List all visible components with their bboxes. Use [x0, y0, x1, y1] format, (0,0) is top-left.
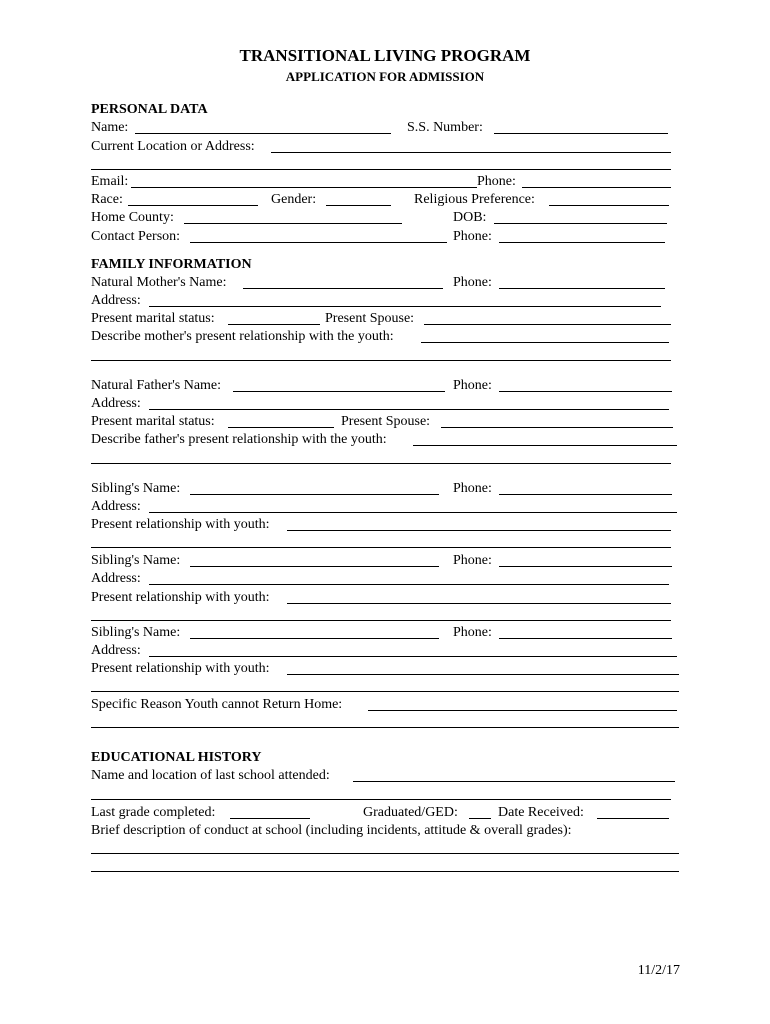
- mother-relationship-field-continued[interactable]: [91, 360, 671, 361]
- father-phone-label: Phone:: [453, 378, 492, 393]
- gender-field[interactable]: [326, 205, 391, 206]
- school-row: [91, 767, 681, 785]
- sibling-2-address-row: [91, 570, 681, 588]
- sibling-2-phone-field[interactable]: [499, 566, 672, 567]
- ss-number-label: S.S. Number:: [407, 120, 483, 135]
- gender-label: Gender:: [271, 192, 317, 207]
- sibling-1-address-field[interactable]: [149, 512, 677, 513]
- father-name-row: [91, 377, 681, 395]
- sibling-phone-label: Phone:: [453, 553, 492, 568]
- sibling-3-name-field[interactable]: [190, 638, 439, 639]
- father-address-field[interactable]: [149, 409, 669, 410]
- contact-phone-label: Phone:: [453, 229, 492, 244]
- race-row: [91, 191, 681, 209]
- sibling-address-label: Address:: [91, 643, 141, 658]
- mother-relationship-row: [91, 328, 681, 346]
- contact-person-label: Contact Person:: [91, 229, 181, 244]
- sibling-3-address-row: [91, 642, 681, 660]
- sibling-3-relationship-row: [91, 660, 681, 678]
- mother-phone-label: Phone:: [453, 275, 492, 290]
- contact-phone-field[interactable]: [499, 242, 665, 243]
- mother-marital-row: [91, 310, 681, 328]
- sibling-2-relationship-field[interactable]: [287, 603, 671, 604]
- father-relationship-field-continued[interactable]: [91, 463, 671, 464]
- mother-spouse-field[interactable]: [424, 324, 671, 325]
- mother-relationship-field[interactable]: [421, 342, 669, 343]
- father-relationship-label: Describe father's present relationship with the youth:: [91, 432, 387, 447]
- sibling-1-address-row: [91, 498, 681, 516]
- phone-label: Phone:: [477, 174, 516, 189]
- name-label: Name:: [91, 120, 129, 135]
- sibling-2-relationship-field-continued[interactable]: [91, 620, 671, 621]
- sibling-1-relationship-field[interactable]: [287, 530, 671, 531]
- last-school-field-continued[interactable]: [91, 799, 671, 800]
- father-relationship-row: [91, 431, 681, 449]
- form-subtitle: APPLICATION FOR ADMISSION: [285, 69, 485, 84]
- sibling-1-name-field[interactable]: [190, 494, 439, 495]
- name-row: [91, 119, 681, 137]
- father-spouse-label: Present Spouse:: [341, 414, 431, 429]
- email-label: Email:: [91, 174, 129, 189]
- sibling-3-phone-field[interactable]: [499, 638, 672, 639]
- current-address-field[interactable]: [271, 152, 671, 153]
- father-marital-row: [91, 413, 681, 431]
- date-received-label: Date Received:: [498, 805, 584, 820]
- home-county-field[interactable]: [184, 223, 402, 224]
- sibling-phone-label: Phone:: [453, 625, 492, 640]
- sibling-name-label: Sibling's Name:: [91, 553, 181, 568]
- last-school-label: Name and location of last school attended:: [91, 768, 330, 783]
- mother-address-field[interactable]: [149, 306, 661, 307]
- father-address-label: Address:: [91, 396, 141, 411]
- race-field[interactable]: [128, 205, 258, 206]
- revision-date: 11/2/17: [637, 963, 680, 978]
- mother-marital-status-label: Present marital status:: [91, 311, 215, 326]
- grade-row: [91, 804, 681, 822]
- father-marital-status-label: Present marital status:: [91, 414, 215, 429]
- conduct-row: [91, 822, 681, 840]
- father-phone-field[interactable]: [499, 391, 672, 392]
- sibling-3-name-row: [91, 624, 681, 642]
- race-label: Race:: [91, 192, 123, 207]
- sibling-phone-label: Phone:: [453, 481, 492, 496]
- sibling-3-relationship-field[interactable]: [287, 674, 679, 675]
- father-address-row: [91, 395, 681, 413]
- mother-name-field[interactable]: [243, 288, 443, 289]
- graduated-ged-label: Graduated/GED:: [363, 805, 458, 820]
- reason-row: [91, 696, 681, 714]
- sibling-2-name-row: [91, 552, 681, 570]
- mother-spouse-label: Present Spouse:: [325, 311, 415, 326]
- religious-preference-label: Religious Preference:: [414, 192, 535, 207]
- reason-field[interactable]: [368, 710, 677, 711]
- personal-data-heading: PERSONAL DATA: [91, 102, 208, 117]
- conduct-field-line-1[interactable]: [91, 853, 679, 854]
- mother-marital-status-field[interactable]: [228, 324, 320, 325]
- contact-person-field[interactable]: [190, 242, 447, 243]
- father-marital-status-field[interactable]: [228, 427, 334, 428]
- sibling-3-address-field[interactable]: [149, 656, 677, 657]
- reason-label: Specific Reason Youth cannot Return Home:: [91, 697, 343, 712]
- date-received-field[interactable]: [597, 818, 669, 819]
- conduct-label: Brief description of conduct at school (including incidents, attitude & overall grades):: [91, 823, 572, 838]
- conduct-field-line-2[interactable]: [91, 871, 679, 872]
- email-row: [91, 173, 681, 191]
- father-name-label: Natural Father's Name:: [91, 378, 222, 393]
- sibling-1-name-row: [91, 480, 681, 498]
- mother-address-row: [91, 292, 681, 310]
- mother-address-label: Address:: [91, 293, 141, 308]
- sibling-name-label: Sibling's Name:: [91, 625, 181, 640]
- dob-label: DOB:: [453, 210, 487, 225]
- name-field[interactable]: [135, 133, 391, 134]
- form-title: TRANSITIONAL LIVING PROGRAM: [239, 46, 531, 65]
- home-county-label: Home County:: [91, 210, 174, 225]
- last-school-field[interactable]: [353, 781, 675, 782]
- educational-history-heading: EDUCATIONAL HISTORY: [91, 750, 262, 765]
- sibling-1-relationship-row: [91, 516, 681, 534]
- last-grade-field[interactable]: [230, 818, 310, 819]
- religious-preference-field[interactable]: [549, 205, 669, 206]
- reason-field-continued[interactable]: [91, 727, 679, 728]
- father-name-field[interactable]: [233, 391, 445, 392]
- sibling-relationship-label: Present relationship with youth:: [91, 517, 270, 532]
- sibling-2-name-field[interactable]: [190, 566, 439, 567]
- sibling-2-address-field[interactable]: [149, 584, 669, 585]
- sibling-3-relationship-field-continued[interactable]: [91, 691, 679, 692]
- sibling-1-phone-field[interactable]: [499, 494, 672, 495]
- phone-field[interactable]: [522, 187, 671, 188]
- father-spouse-field[interactable]: [441, 427, 673, 428]
- contact-row: [91, 228, 681, 246]
- mother-relationship-label: Describe mother's present relationship with the youth:: [91, 329, 394, 344]
- father-relationship-field[interactable]: [413, 445, 677, 446]
- mother-phone-field[interactable]: [499, 288, 665, 289]
- sibling-2-relationship-row: [91, 589, 681, 607]
- graduated-ged-field[interactable]: [469, 818, 491, 819]
- mother-name-row: [91, 274, 681, 292]
- sibling-relationship-label: Present relationship with youth:: [91, 661, 270, 676]
- sibling-relationship-label: Present relationship with youth:: [91, 590, 270, 605]
- email-field[interactable]: [131, 187, 477, 188]
- dob-field[interactable]: [494, 223, 667, 224]
- sibling-address-label: Address:: [91, 571, 141, 586]
- last-grade-label: Last grade completed:: [91, 805, 216, 820]
- sibling-address-label: Address:: [91, 499, 141, 514]
- address-row: [91, 138, 681, 156]
- ss-number-field[interactable]: [494, 133, 668, 134]
- mother-name-label: Natural Mother's Name:: [91, 275, 227, 290]
- sibling-name-label: Sibling's Name:: [91, 481, 181, 496]
- address-field-continued[interactable]: [91, 169, 671, 170]
- sibling-1-relationship-field-continued[interactable]: [91, 547, 671, 548]
- family-information-heading: FAMILY INFORMATION: [91, 257, 252, 272]
- current-address-label: Current Location or Address:: [91, 139, 255, 154]
- county-row: [91, 209, 681, 227]
